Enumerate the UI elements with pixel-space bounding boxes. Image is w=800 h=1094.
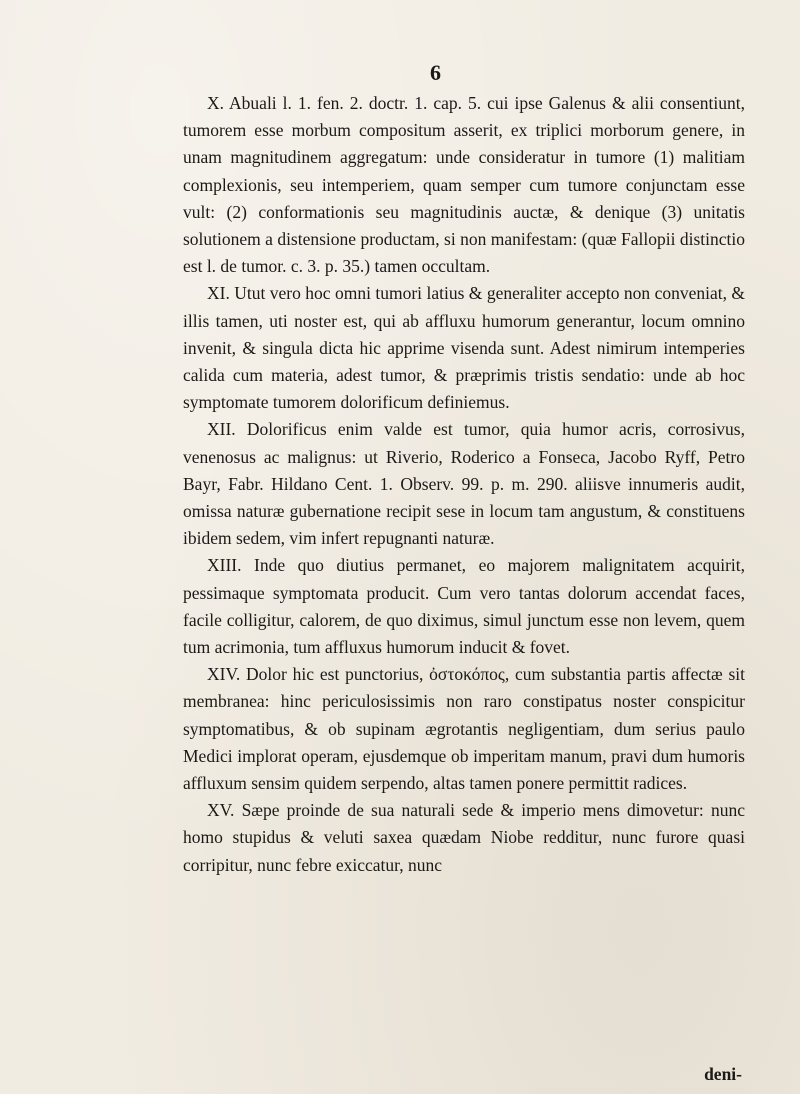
- paragraph-xv: XV. Sæpe proinde de sua naturali sede & imperio mens dimovetur: nunc homo stupidus & veluti saxea quædam Niobe redditur, nunc furore quasi corripitur, nunc febre exiccatur, nunc: [183, 800, 745, 875]
- paragraph-xiii: XIII. Inde quo diutius permanet, eo majorem malignitatem acquirit, pessimaque symptomata producit. Cum vero tantas dolorum accendat faces, facile colligitur, calorem, de quo diximus, simul junctum esse non levem, quem tum acrimonia, tum affluxus humorum inducit & fovet.: [183, 555, 745, 658]
- paragraph-xiv: XIV. Dolor hic est punctorius, ὀστοκόπος, cum substantia partis affectæ sit membranea: hinc periculosissimis non raro constipatus noster conspicitur symptomatibus, & ob supinam ægrotantis negligentiam, dum serius paulo Medici implorat operam, ejusdemque ob imperitam manum, pravi dum humoris affluxum sensim quidem serpendo, altas tamen ponere permittit radices.: [183, 664, 745, 794]
- page-number: 6: [430, 60, 441, 85]
- paragraph-xii: XII. Dolorificus enim valde est tumor, quia humor acris, corrosivus, venenosus ac malignus: ut Riverio, Roderico a Fonseca, Jacobo Ryff, Petro Bayr, Fabr. Hildano Cent. 1. Observ. 99. p. m. 290. aliisve innumeris audit, omissa naturæ gubernatione recipit sese in locum tam angustum, & constituens ibidem sedem, vim infert repugnanti naturæ.: [183, 419, 745, 549]
- paragraph-x: X. Abuali l. 1. fen. 2. doctr. 1. cap. 5. cui ipse Galenus & alii consentiunt, tumorem esse morbum compositum asserit, ex triplici morborum genere, in unam magnitudinem aggregatum: unde consideratur in tumore (1) malitiam complexionis, seu intemperiem, quam semper cum tumore conjunctam esse vult: (2) conformationis seu magnitudinis auctæ, & denique (3) unitatis solutionem a distensione productam, si non manifestam: (quæ Fallopii distinctio est l. de tumor. c. 3. p. 35.) tamen occultam.: [183, 93, 745, 277]
- body-text: [183, 90, 745, 879]
- paragraph-xi: XI. Utut vero hoc omni tumori latius & generaliter accepto non conveniat, & illis tamen, uti noster est, qui ab affluxu humorum generantur, locum omnino invenit, & singula dicta hic apprime visenda sunt. Adest nimirum intemperies calida cum materia, adest tumor, & præprimis tristis sendatio: unde ab hoc symptomate tumorem dolorificum definiemus.: [183, 283, 745, 413]
- catchword: deni-: [704, 1064, 742, 1084]
